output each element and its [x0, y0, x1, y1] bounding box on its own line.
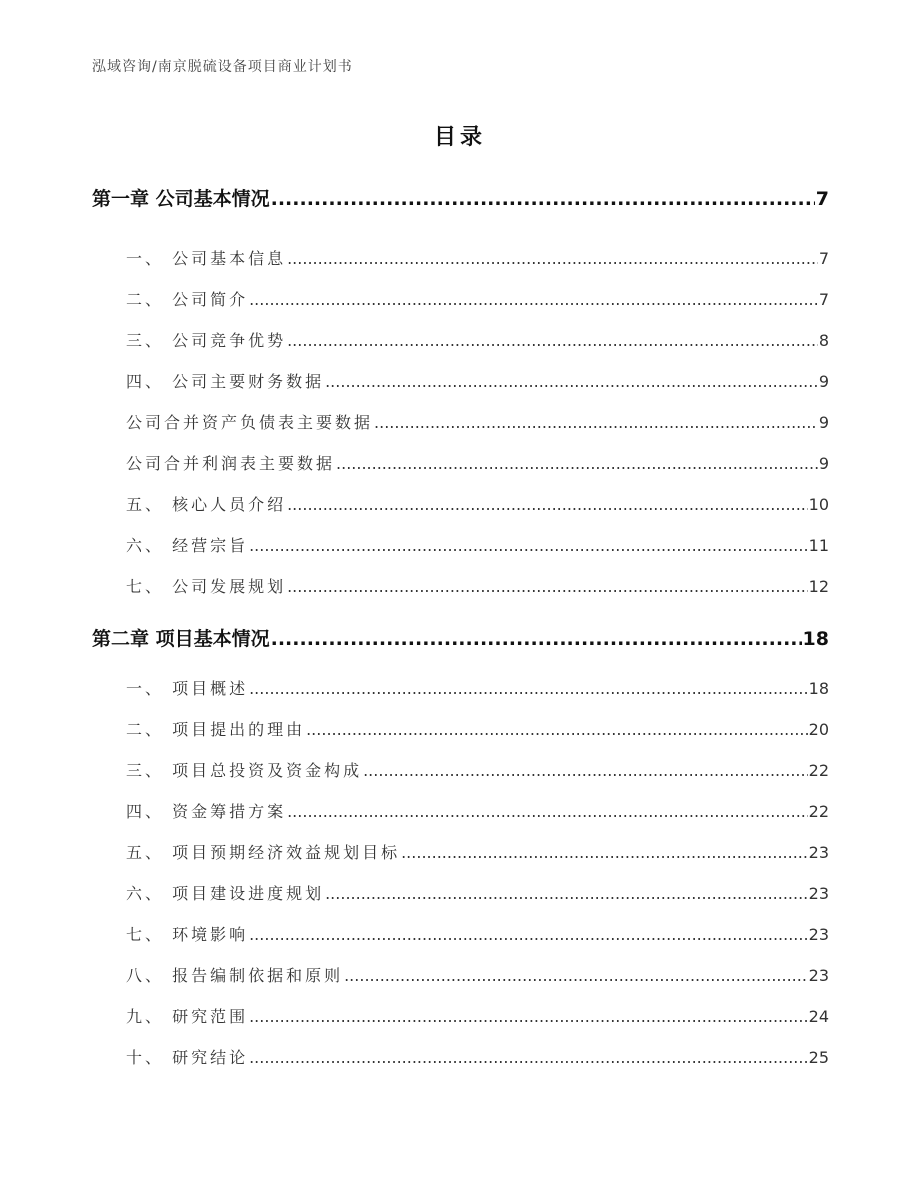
toc-page-number: 18 [802, 628, 829, 650]
toc-entry-label: 第一章 公司基本情况 [92, 188, 270, 210]
dot-leader [249, 679, 808, 698]
toc-page-number: 11 [808, 536, 829, 555]
dot-leader [363, 761, 808, 780]
dot-leader [271, 628, 802, 650]
toc-page-number: 20 [808, 720, 829, 739]
dot-leader [249, 1048, 808, 1067]
toc-section[interactable] [126, 840, 829, 863]
dot-leader [249, 536, 808, 555]
toc-entry-label: 六、 项目建设进度规划 [126, 884, 325, 903]
running-header: 泓域咨询/南京脱硫设备项目商业计划书 [92, 59, 353, 75]
dot-leader [287, 331, 818, 350]
dot-leader [325, 372, 818, 391]
toc-page-number: 8 [818, 331, 829, 350]
toc-section[interactable] [126, 410, 829, 433]
toc-entry-label: 五、 项目预期经济效益规划目标 [126, 843, 401, 862]
dot-leader [374, 413, 818, 432]
toc-section[interactable] [126, 328, 829, 351]
dot-leader [287, 577, 808, 596]
dot-leader [336, 454, 818, 473]
toc-page-number: 7 [818, 249, 829, 268]
toc-page-number: 9 [818, 413, 829, 432]
toc-page-number: 10 [808, 495, 829, 514]
toc-entry-label: 一、 公司基本信息 [126, 249, 287, 268]
toc-entry-label: 一、 项目概述 [126, 679, 249, 698]
toc-title: 目录 [433, 125, 486, 150]
toc-section[interactable] [126, 717, 829, 740]
toc-entry-label: 公司合并资产负债表主要数据 [126, 413, 374, 432]
toc-chapter[interactable] [92, 184, 829, 211]
toc-page-number: 22 [808, 802, 829, 821]
toc-chapter[interactable] [92, 624, 829, 651]
toc-section[interactable] [126, 533, 829, 556]
toc-entry-label: 二、 公司简介 [126, 290, 249, 309]
toc-section[interactable] [126, 246, 829, 269]
toc-section[interactable] [126, 574, 829, 597]
toc-section[interactable] [126, 758, 829, 781]
toc-page-number: 22 [808, 761, 829, 780]
toc-entry-label: 三、 公司竞争优势 [126, 331, 287, 350]
toc-page-number: 23 [808, 843, 829, 862]
toc-page-number: 23 [808, 966, 829, 985]
dot-leader [271, 188, 815, 210]
dot-leader [401, 843, 808, 862]
toc-entry-label: 二、 项目提出的理由 [126, 720, 306, 739]
toc-entry-label: 六、 经营宗旨 [126, 536, 249, 555]
toc-page-number: 7 [818, 290, 829, 309]
dot-leader [287, 802, 808, 821]
toc-page-number: 23 [808, 884, 829, 903]
toc-page-number: 18 [808, 679, 829, 698]
toc-entry-label: 五、 核心人员介绍 [126, 495, 287, 514]
toc-page-number: 25 [808, 1048, 829, 1067]
toc-section[interactable] [126, 963, 829, 986]
toc-section[interactable] [126, 451, 829, 474]
toc-entry-label: 七、 公司发展规划 [126, 577, 287, 596]
toc-entry-label: 四、 公司主要财务数据 [126, 372, 325, 391]
toc-section[interactable] [126, 287, 829, 310]
toc-page-number: 9 [818, 372, 829, 391]
toc-entry-label: 八、 报告编制依据和原则 [126, 966, 344, 985]
toc-section[interactable] [126, 1045, 829, 1068]
toc-section[interactable] [126, 676, 829, 699]
toc-page-number: 7 [815, 188, 829, 210]
toc-section[interactable] [126, 369, 829, 392]
toc-section[interactable] [126, 922, 829, 945]
toc-entry-label: 七、 环境影响 [126, 925, 249, 944]
dot-leader [287, 249, 818, 268]
toc-section[interactable] [126, 881, 829, 904]
toc-page-number: 24 [808, 1007, 829, 1026]
dot-leader [249, 290, 818, 309]
dot-leader [344, 966, 808, 985]
toc-entry-label: 十、 研究结论 [126, 1048, 249, 1067]
toc-section[interactable] [126, 1004, 829, 1027]
dot-leader [325, 884, 808, 903]
toc-entry-label: 九、 研究范围 [126, 1007, 249, 1026]
dot-leader [306, 720, 808, 739]
toc-entry-label: 公司合并利润表主要数据 [126, 454, 336, 473]
toc-section[interactable] [126, 799, 829, 822]
dot-leader [287, 495, 808, 514]
dot-leader [249, 1007, 808, 1026]
toc-entry-label: 三、 项目总投资及资金构成 [126, 761, 363, 780]
toc-page-number: 9 [818, 454, 829, 473]
toc-page-number: 12 [808, 577, 829, 596]
toc-page-number: 23 [808, 925, 829, 944]
toc-section[interactable] [126, 492, 829, 515]
toc-entry-label: 四、 资金筹措方案 [126, 802, 287, 821]
dot-leader [249, 925, 808, 944]
toc-entry-label: 第二章 项目基本情况 [92, 628, 270, 650]
